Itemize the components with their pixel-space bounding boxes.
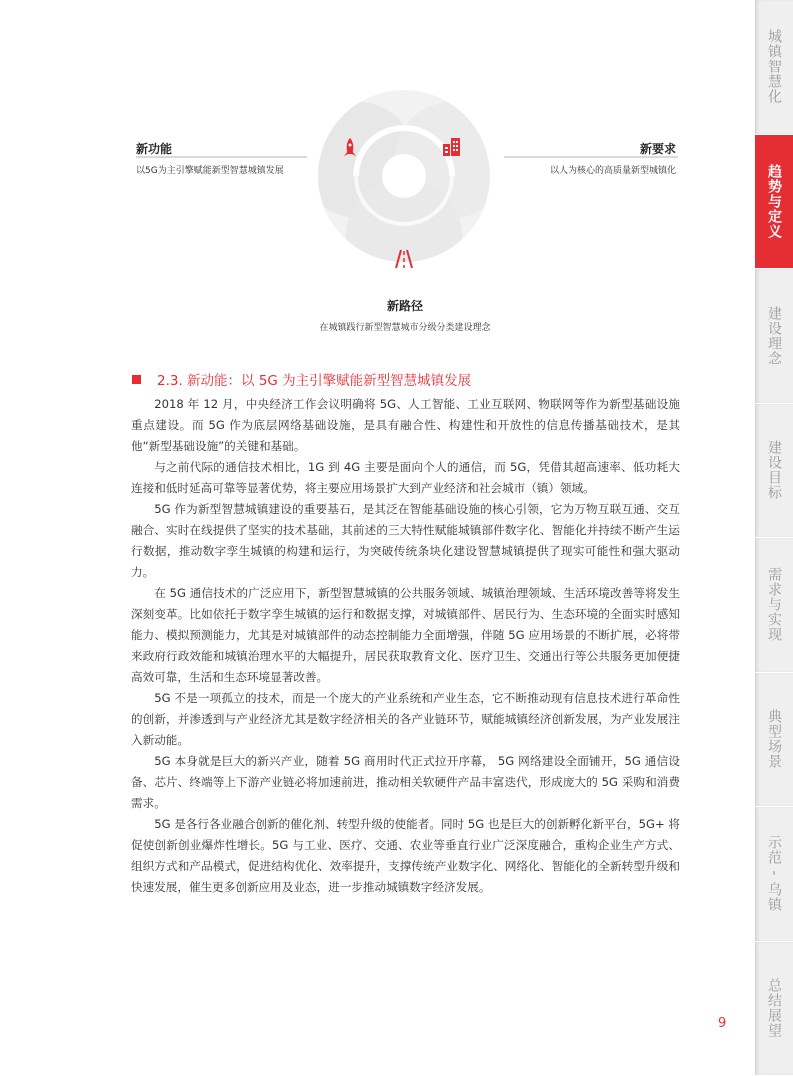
tab-label: 典型场景	[766, 709, 782, 770]
diagram-right-subtitle: 以人为核心的高质量新型城镇化	[549, 166, 676, 176]
tab-chapter-4[interactable]	[755, 404, 793, 539]
paragraph: 在 5G 通信技术的广泛应用下，新型智慧城镇的公共服务领域、城镇治理领域、生活环境改善等将发生深刻变革。比如依托于数字孪生城镇的运行和数据支撑，对城镇部件、居民行为、生态环境的全面实时感知能力、模拟预测能力，尤其是对城镇部件的动态控制能力全面增强，伴随 5G 应用场景的不断扩展，必将带来政府行政效能和城镇治理水平的大幅提升，居民获取教育文化、医疗卫生、交通出行等公共服务更加便捷高效可靠，生活和生态环境显著改善。	[131, 586, 681, 684]
tab-chapter-8[interactable]	[755, 942, 793, 1076]
tab-chapter-6[interactable]	[755, 673, 793, 808]
section-bullet-square	[132, 375, 141, 384]
diagram-left-subtitle: 以5G为主引擎赋能新型智慧城镇发展	[136, 166, 284, 176]
tab-chapter-5[interactable]	[755, 538, 793, 673]
paragraph: 与之前代际的通信技术相比，1G 到 4G 主要是面向个人的通信，而 5G，凭借其超高速率、低功耗大连接和低时延高可靠等显著优势，将主要应用场景扩大到产业经济和社会城市（镇）领域。	[131, 460, 680, 495]
section-heading	[132, 369, 471, 389]
diagram-label-bottom	[305, 297, 505, 333]
diagram-bottom-title: 新路径	[386, 299, 423, 313]
section-title: 2.3. 新动能：以 5G 为主引擎赋能新型智慧城镇发展	[157, 373, 472, 389]
diagram-label-left	[136, 140, 284, 176]
tab-chapter-7[interactable]	[755, 807, 793, 942]
diagram-bottom-subtitle: 在城镇践行新型智慧城市分级分类建设理念	[319, 323, 491, 333]
diagram-right-title: 新要求	[639, 142, 676, 156]
tab-label: 趋势与定义	[766, 163, 782, 239]
paragraph: 5G 本身就是巨大的新兴产业，随着 5G 商用时代正式拉开序幕， 5G 网络建设全面铺开，5G 通信设备、芯片、终端等上下游产业链必将加速前进，推动相关软硬件产品丰富迭代，形成庞大的 5G 采购和消费需求。	[131, 754, 681, 810]
diagram-left-title: 新功能	[136, 142, 173, 156]
petal-shapes	[300, 90, 510, 294]
paragraph: 2018 年 12 月，中央经济工作会议明确将 5G、人工智能、工业互联网、物联网等作为新型基础设施重点建设。而 5G 作为底层网络基础设施，是具有融合性、构建性和开放性的信息传播基础技术，是其他“新型基础设施”的关键和基础。	[131, 397, 680, 453]
chapter-tab-nav	[755, 0, 793, 1076]
diagram-label-right	[542, 140, 676, 176]
tab-label: 示范 - 乌镇	[766, 835, 782, 913]
paragraph: 5G 不是一项孤立的技术，而是一个庞大的产业系统和产业生态，它不断推动现有信息技术进行革命性的创新，并渗透到与产业经济尤其是数字经济相关的各产业链环节，赋能城镇经济创新发展，为产业发展注入新动能。	[131, 691, 680, 747]
page-number: 9	[718, 1016, 727, 1031]
section-body	[131, 394, 680, 898]
tab-label: 建设理念	[766, 305, 782, 366]
tab-label: 总结展望	[766, 978, 782, 1039]
tab-chapter-2[interactable]	[755, 135, 793, 270]
three-petal-diagram	[0, 0, 755, 350]
tab-chapter-3[interactable]	[755, 269, 793, 404]
tab-label: 城镇智慧化	[766, 29, 782, 105]
paragraph: 5G 是各行各业融合创新的催化剂、转型升级的使能者。同时 5G 也是巨大的创新孵化新平台，5G+ 将促使创新创业爆炸性增长。5G 与工业、医疗、交通、农业等垂直行业广泛深度融合，重构企业生产方式、组织方式和产品模式，促进结构优化、效率提升，支撑传统产业数字化、网络化、智能化的全新转型升级和快速发展，催生更多创新应用及业态，进一步推动城镇数字经济发展。	[131, 817, 680, 894]
tab-label: 需求与实现	[766, 567, 782, 643]
paragraph: 5G 作为新型智慧城镇建设的重要基石，是其泛在智能基础设施的核心引领，它为万物互联互通、交互融合、实时在线提供了坚实的技术基础，其前述的三大特性赋能城镇部件数字化、智能化并持续不断产生运行数据，推动数字孪生城镇的构建和运行，为突破传统条块化建设智慧城镇提供了现实可能性和强大驱动力。	[131, 502, 680, 579]
tab-label: 建设目标	[766, 440, 782, 501]
tab-chapter-1[interactable]	[755, 0, 793, 135]
